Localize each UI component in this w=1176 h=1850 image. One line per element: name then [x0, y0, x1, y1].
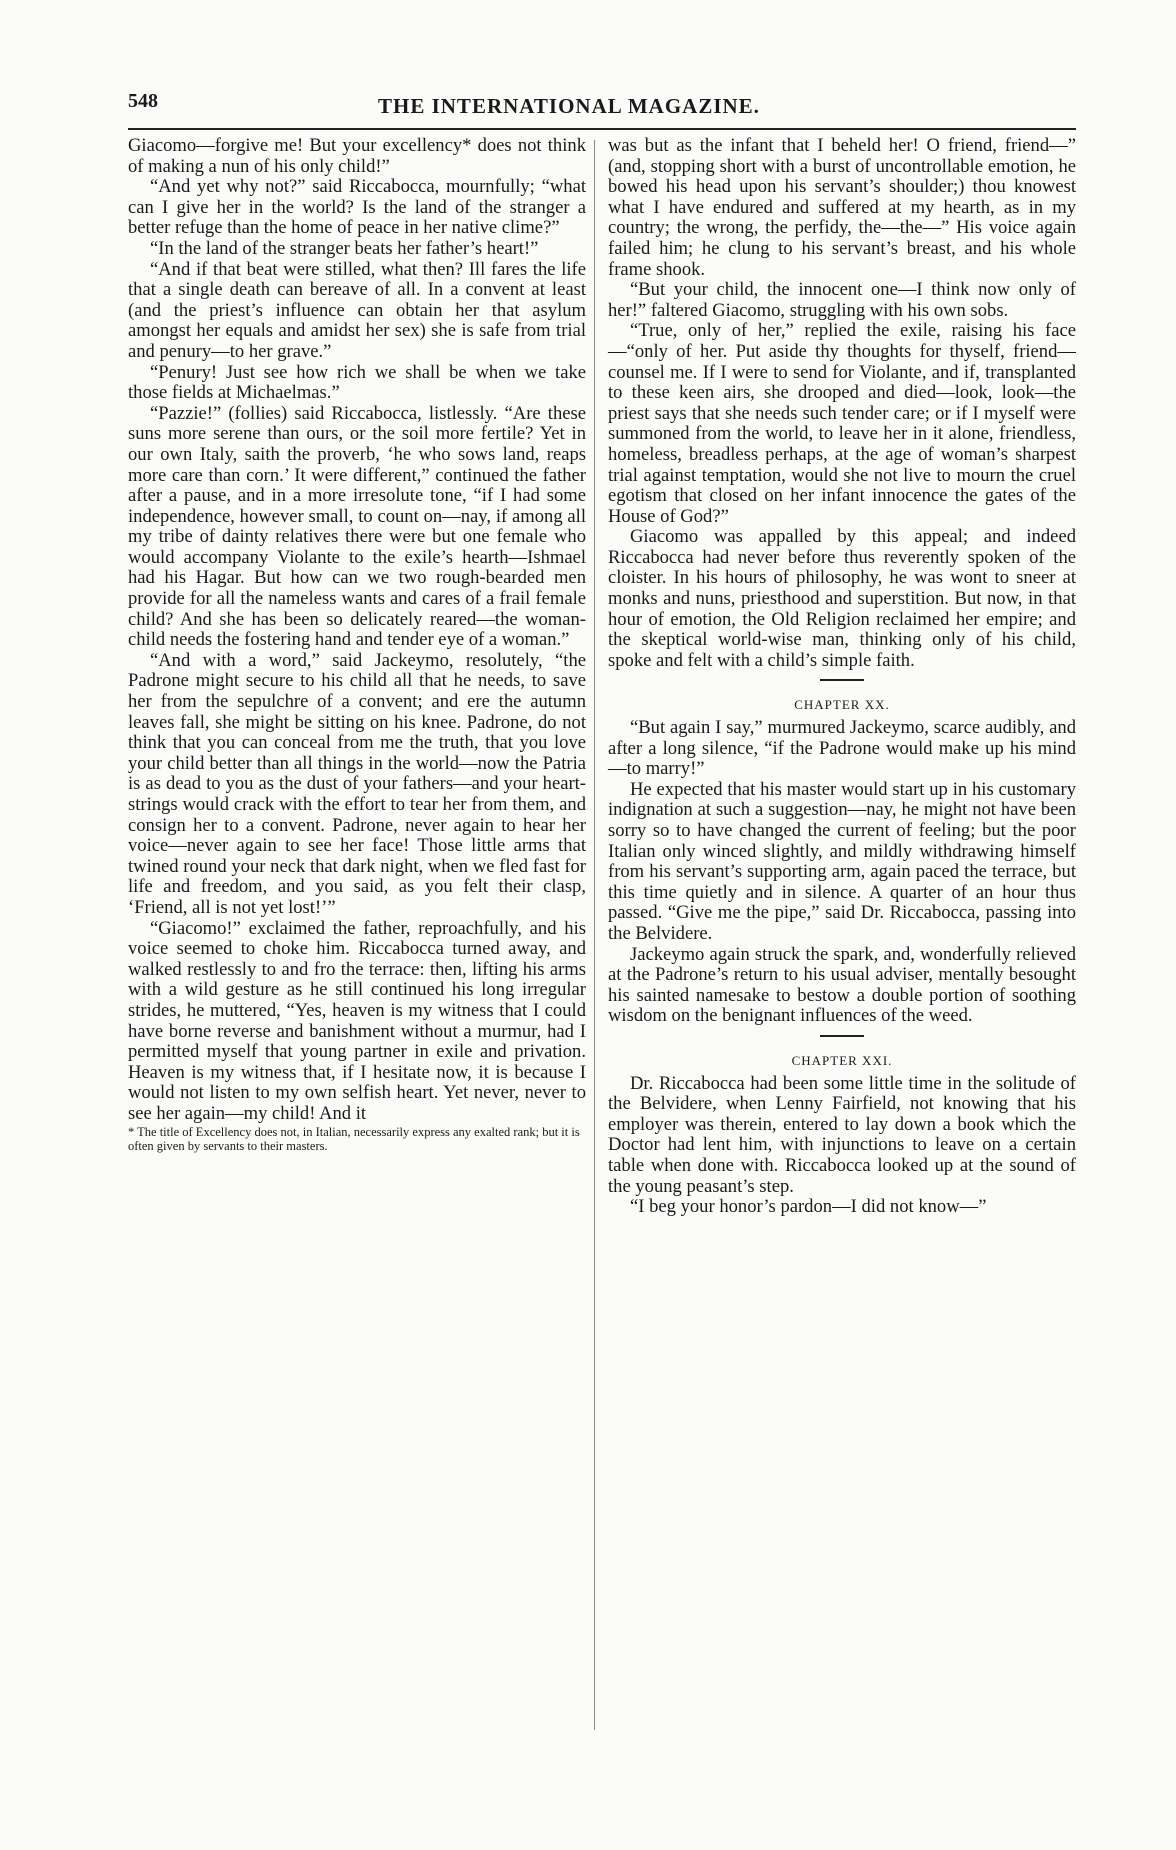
paragraph: “Pazzie!” (follies) said Riccabocca, listlessly. “Are these suns more serene than ours, or the soil more fertile? Yet in our own Italy, saith the proverb, ‘he who sows land, reaps more care than corn.’ It were different,” continued the father after a pause, and in a more irresolute tone, “if I had some independence, however small, to count on—nay, if among all my tribe of dainty relatives there were but one female who would accompany Violante to the exile’s hearth—Ishmael had his Hagar. But how can we two rough-bearded men provide for all the nameless wants and cares of a frail female child? And she has been so delicately reared—the woman-child needs the fostering hand and tender eye of a woman.” — [128, 402, 586, 651]
page-header — [128, 90, 1076, 130]
column-divider — [594, 140, 595, 1730]
paragraph: “I beg your honor’s pardon—I did not know—” — [630, 1196, 987, 1218]
paragraph: Jackeymo again struck the spark, and, wonderfully relieved at the Padrone’s return to his usual adviser, mentally besought his sainted namesake to bestow a double portion of soothing wisdom on the benignant influences of the weed. — [608, 943, 1076, 1027]
right-column — [608, 136, 1076, 1766]
section-rule — [820, 1035, 864, 1037]
paragraph: “But your child, the innocent one—I think now only of her!” faltered Giacomo, struggling with his own sobs. — [608, 279, 1076, 321]
page-number: 548 — [128, 90, 158, 112]
paragraph: He expected that his master would start up in his customary indignation at such a suggestion—nay, he might not have been sorry so to have changed the current of feeling; but the poor Italian only winced slightly, and mildly withdrawing himself from his servant’s supporting arm, again paced the terrace, but this time quietly and in silence. A quarter of an hour thus passed. “Give me the pipe,” said Dr. Riccabocca, passing into the Belvidere. — [608, 778, 1076, 944]
paragraph: “But again I say,” murmured Jackeymo, scarce audibly, and after a long silence, “if the Padrone would make up his mind—to marry!” — [608, 717, 1076, 780]
paragraph: “And with a word,” said Jackeymo, resolutely, “the Padrone might secure to his child all that he needs, to save her from the sepulchre of a convent; and ere the autumn leaves fall, she might be sitting on his knee. Padrone, do not think that you can conceal from me the truth, that you love your child better than all things in the world—now the Patria is as dead to you as the dust of your fathers—and your heart-strings would crack with the effort to tear her from them, and consign her to a convent. Padrone, never again to hear her voice—never again to see her face! Those little arms that twined round your neck that dark night, when we fled fast for life and freedom, and you said, as you felt their clasp, ‘Friend, all is not yet lost!’” — [128, 649, 586, 918]
paragraph: “And if that beat were stilled, what then? Ill fares the life that a single death can bereave of all. In a convent at least (and the priest’s influence can obtain her that asylum amongst her equals and amidst her sex) she is safe from trial and penury—to her grave.” — [128, 258, 586, 362]
paragraph: Giacomo—forgive me! But your excellency* does not think of making a nun of his only child!” — [128, 135, 586, 177]
paragraph: Dr. Riccabocca had been some little time in the solitude of the Belvidere, when Lenny Fairfield, not knowing that his employer was therein, entered to lay down a book which the Doctor had lent him, with injunctions to leave on a certain table when done with. Riccabocca looked up at the sound of the young peasant’s step. — [608, 1072, 1076, 1197]
paragraph: was but as the infant that I beheld her! O friend, friend—” (and, stopping short with a burst of uncontrollable emotion, he bowed his head upon his servant’s shoulder;) thou knowest what I have endured and suffered at my hearth, as in my country; the wrong, the perfidy, the—the—” His voice again failed him; he clung to his servant’s breast, and his whole frame shook. — [608, 135, 1076, 280]
paragraph: “True, only of her,” replied the exile, raising his face—“only of her. Put aside thy thoughts for thyself, friend—counsel me. If I were to send for Violante, and if, transplanted to these keen airs, she drooped and died—look, look—the priest says that she needs such tender care; or if I myself were summoned from the world, to leave her in it alone, friendless, homeless, breadless perhaps, at the age of woman’s sharpest trial against temptation, would she not live to mourn the cruel egotism that closed on her infant innocence the gates of the House of God?” — [608, 320, 1076, 527]
chapter-heading-21: CHAPTER XXI. — [791, 1052, 893, 1068]
chapter-heading-20: CHAPTER XX. — [794, 697, 890, 713]
paragraph: Giacomo was appalled by this appeal; and indeed Riccabocca had never before thus reverently spoken of the cloister. In his hours of philosophy, he was wont to sneer at monks and nuns, priesthood and superstition. But now, in that hour of emotion, the Old Religion reclaimed her empire; and the skeptical world-wise man, thinking only of his child, spoke and felt with a child’s simple faith. — [608, 526, 1076, 671]
running-title: THE INTERNATIONAL MAGAZINE. — [378, 94, 760, 118]
section-rule — [820, 679, 864, 681]
paragraph: “In the land of the stranger beats her father’s heart!” — [150, 237, 539, 259]
paragraph: “Penury! Just see how rich we shall be when we take those fields at Michaelmas.” — [128, 361, 586, 404]
left-column — [128, 136, 586, 1756]
footnote: * The title of Excellency does not, in Italian, necessarily express any exalted rank; but it is often given by servants to their masters. — [128, 1124, 580, 1153]
paragraph: “Giacomo!” exclaimed the father, reproachfully, and his voice seemed to choke him. Riccabocca turned away, and walked restlessly to and fro the terrace: then, lifting his arms with a wild gesture as he still continued his long irregular strides, he muttered, “Yes, heaven is my witness that I could have borne reverse and banishment without a murmur, had I permitted myself that young partner in exile and privation. Heaven is my witness that, if I hesitate now, it is because I would not listen to my own selfish heart. Yet never, never to see her again—my child! And it — [128, 917, 586, 1124]
paragraph: “And yet why not?” said Riccabocca, mournfully; “what can I give her in the world? Is the land of the stranger a better refuge than the home of peace in her native clime?” — [128, 176, 586, 239]
header-rule — [128, 128, 1076, 130]
